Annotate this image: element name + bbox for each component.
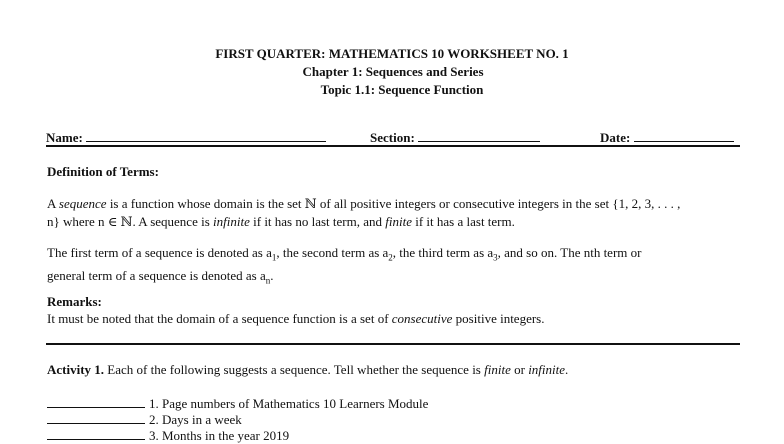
text-run: , the second term as a: [276, 245, 389, 260]
term-sequence: sequence: [58, 196, 107, 211]
term-infinite: infinite: [528, 362, 566, 377]
answer-blank[interactable]: [47, 427, 145, 440]
topic-title: Topic 1.1: Sequence Function: [320, 82, 484, 97]
worksheet-header: [0, 45, 784, 99]
item-text: 2. Days in a week: [149, 412, 242, 427]
subscript: 1: [271, 252, 277, 263]
answer-blank[interactable]: [47, 395, 145, 408]
name-blank[interactable]: [86, 127, 326, 142]
term-infinite: infinite: [213, 214, 250, 229]
text-run: n} where n ∈ ℕ. A sequence is: [47, 214, 214, 229]
activity-instructions: [47, 361, 737, 379]
text-run: It must be noted that the domain of a sequence function is a set of: [47, 311, 392, 326]
answer-blank[interactable]: [47, 411, 145, 424]
worksheet-title: FIRST QUARTER: MATHEMATICS 10 WORKSHEET NO. 1: [215, 46, 569, 61]
term-finite: finite: [385, 214, 412, 229]
section-blank[interactable]: [418, 127, 540, 142]
text-run: The first term of a sequence is denoted as a: [47, 245, 272, 260]
date-blank[interactable]: [634, 127, 734, 142]
item-text: 1. Page numbers of Mathematics 10 Learners Module: [149, 396, 429, 411]
chapter-title: Chapter 1: Sequences and Series: [302, 64, 484, 79]
section-field[interactable]: [370, 127, 540, 146]
student-info-row: [46, 127, 740, 145]
header-divider: [46, 145, 740, 147]
term-consecutive: consecutive: [391, 311, 453, 326]
text-run: or: [510, 362, 529, 377]
list-item: [47, 411, 242, 428]
text-run: positive integers.: [452, 311, 545, 326]
list-item: [47, 427, 289, 444]
text-run: .: [270, 267, 274, 283]
text-run: if it has no last term, and: [249, 214, 386, 229]
text-run: if it has a last term.: [411, 214, 515, 229]
list-item: [47, 395, 428, 412]
definition-paragraph-2: [47, 244, 737, 289]
text-run: A: [47, 196, 59, 211]
date-label: Date:: [600, 130, 631, 145]
remarks-text: [47, 310, 737, 328]
text-run: Each of the following suggests a sequence. Tell whether the sequence is: [104, 362, 485, 377]
definition-heading: Definition of Terms:: [47, 164, 159, 179]
text-run: .: [565, 362, 569, 377]
subscript: n: [265, 275, 271, 286]
text-run: , and so on. The nth term or: [497, 245, 642, 260]
term-finite: finite: [484, 362, 511, 377]
section-label: Section:: [370, 130, 415, 145]
activity-label: Activity 1.: [47, 362, 105, 377]
item-text: 3. Months in the year 2019: [149, 428, 290, 443]
text-run: general term of a sequence is denoted as a: [47, 267, 266, 283]
text-run: is a function whose domain is the set ℕ of all positive integers or consecutive integers in the set {1, 2, 3, . . . ,: [106, 196, 681, 211]
definition-paragraph-1: [47, 195, 737, 231]
name-field[interactable]: [46, 127, 326, 146]
text-run: , the third term as a: [392, 245, 494, 260]
remarks-heading: Remarks:: [47, 294, 102, 309]
subscript: 3: [493, 252, 498, 263]
section-divider: [46, 343, 740, 345]
date-field[interactable]: [600, 127, 734, 146]
name-label: Name:: [46, 130, 83, 145]
subscript: 2: [388, 252, 393, 263]
